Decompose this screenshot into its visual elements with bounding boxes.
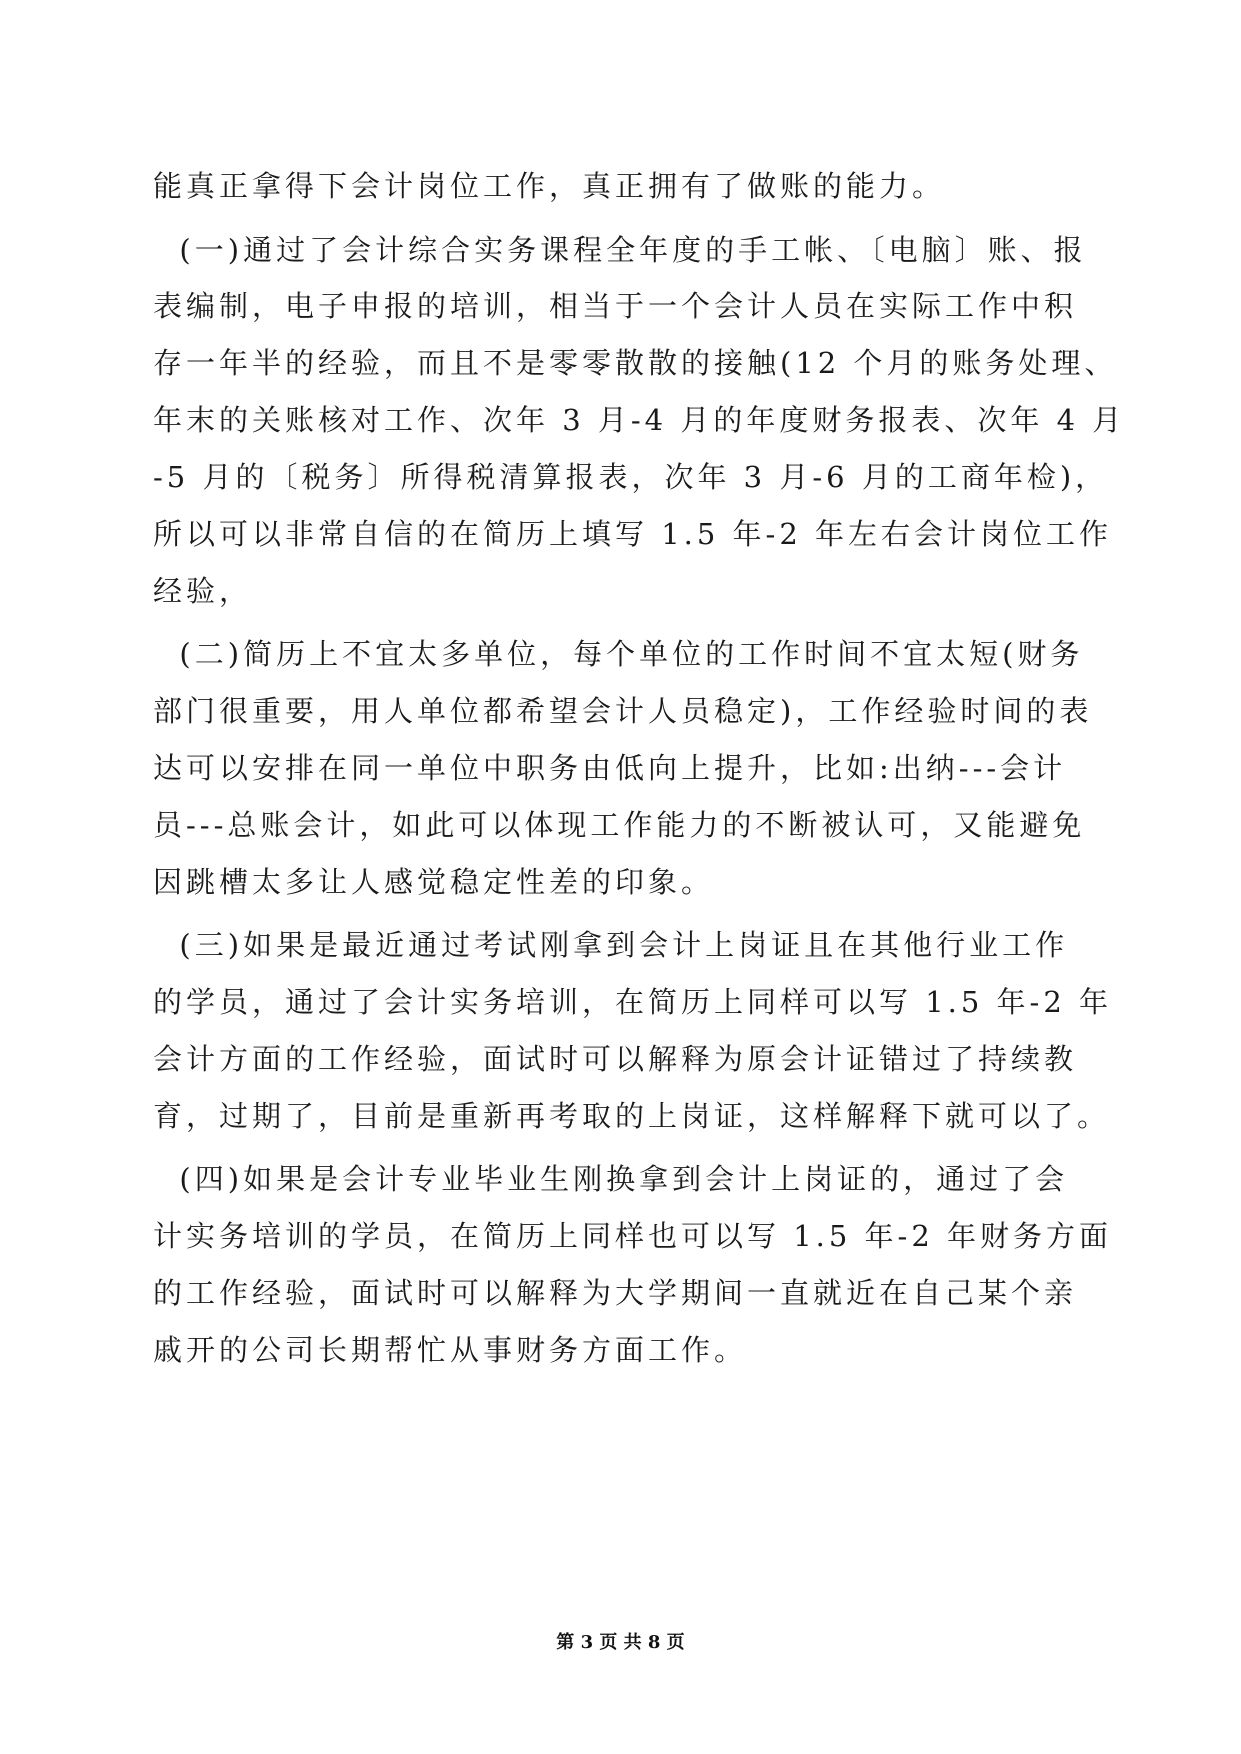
body-text-line: 存一年半的经验，而且不是零零散散的接触(12 个月的账务处理、 — [153, 346, 1118, 380]
body-text-line: 因跳槽太多让人感觉稳定性差的印象。 — [153, 865, 715, 899]
body-text-line: 表编制，电子申报的培训，相当于一个会计人员在实际工作中积 — [153, 289, 1078, 323]
body-text-line: 的工作经验，面试时可以解释为大学期间一直就近在自己某个亲 — [153, 1276, 1078, 1310]
body-text-line: 会计方面的工作经验，面试时可以解释为原会计证错过了持续教 — [153, 1042, 1078, 1076]
body-text-line: 戚开的公司长期帮忙从事财务方面工作。 — [153, 1333, 748, 1367]
body-text-line: 经验， — [153, 574, 253, 608]
body-text-line: 部门很重要，用人单位都希望会计人员稳定)，工作经验时间的表 — [153, 694, 1093, 728]
body-text-line: (二)简历上不宜太多单位，每个单位的工作时间不宜太短(财务 — [153, 637, 1084, 671]
body-text-line: 达可以安排在同一单位中职务由低向上提升，比如:出纳---会计 — [153, 751, 1067, 785]
body-text-line: (一)通过了会计综合实务课程全年度的手工帐、〔电脑〕账、报 — [153, 233, 1087, 267]
body-text-line: (四)如果是会计专业毕业生刚换拿到会计上岗证的，通过了会 — [153, 1162, 1069, 1196]
page-number-footer: 第 3 页 共 8 页 — [556, 1632, 685, 1653]
body-text-line: 年末的关账核对工作、次年 3 月-4 月的年度财务报表、次年 4 月 — [153, 403, 1126, 437]
body-text-line: 计实务培训的学员，在简历上同样也可以写 1.5 年-2 年财务方面 — [153, 1219, 1113, 1253]
body-text-line: 所以可以非常自信的在简历上填写 1.5 年-2 年左右会计岗位工作 — [153, 517, 1113, 551]
body-text-line: 的学员，通过了会计实务培训，在简历上同样可以写 1.5 年-2 年 — [153, 985, 1113, 1019]
body-text-line: 能真正拿得下会计岗位工作，真正拥有了做账的能力。 — [153, 169, 946, 203]
body-text-line: -5 月的〔税务〕所得税清算报表，次年 3 月-6 月的工商年检)， — [153, 460, 1109, 494]
body-text-line: (三)如果是最近通过考试刚拿到会计上岗证且在其他行业工作 — [153, 928, 1069, 962]
body-text-line: 员---总账会计，如此可以体现工作能力的不断被认可，又能避免 — [153, 808, 1086, 842]
body-text-line: 育，过期了，目前是重新再考取的上岗证，这样解释下就可以了。 — [153, 1099, 1111, 1133]
